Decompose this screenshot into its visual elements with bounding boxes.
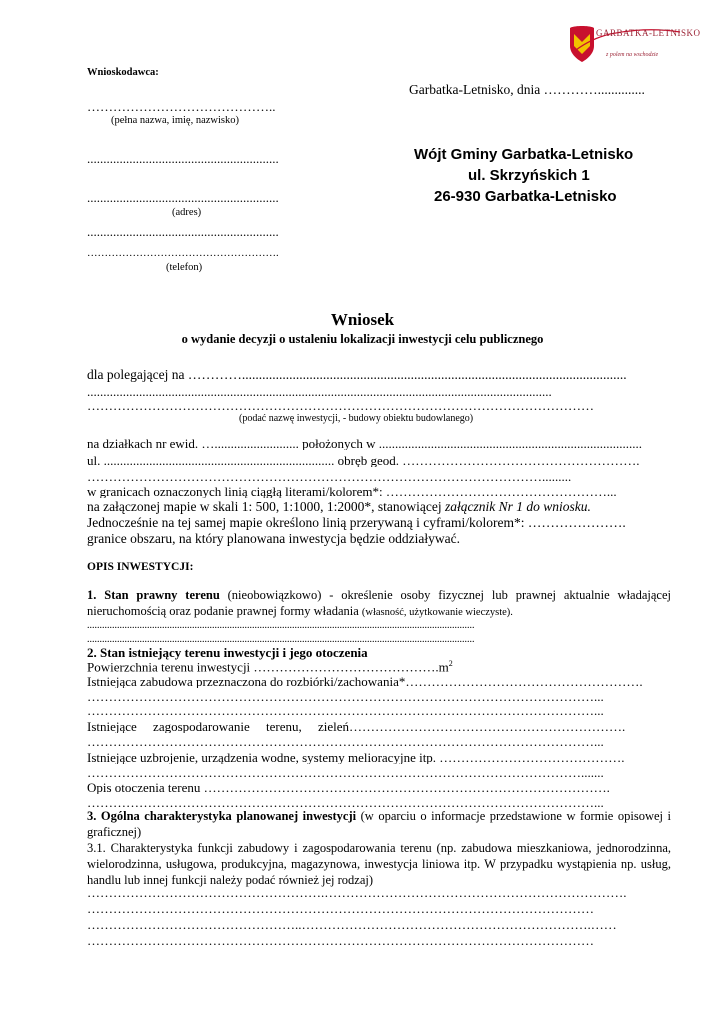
investment-purpose-field[interactable]: dla polegającej na ………….................................................................................................................. [87,367,627,382]
section-3-dots-4[interactable]: ……………………………………………………………………………………………………… [87,934,594,947]
section-3-dots-1[interactable]: ……………………………………………….……………………………………………………………. [87,886,627,899]
section-1-body: (nieobowiązkowo) - określenie osoby fizycznej lub prawnej aktualnie władającej nieruchomością oraz podanie prawnej formy władania [87,588,671,618]
section-2-dots-2[interactable]: ………………………………………………………………………………………………………... [87,704,604,717]
phone-hint: (telefon) [166,262,203,273]
address-field-2[interactable]: ........................................................... [87,190,279,205]
document-subtitle: o wydanie decyzji o ustaleniu lokalizacji inwestycji celu publicznego [181,332,544,346]
section-2-dots-5[interactable]: ………………………………………………………………………………………………………... [87,796,604,809]
investment-dots-2[interactable]: ……………………………………………………………………………………………………… [87,399,594,412]
phone-field[interactable]: ………………………………………………. [87,248,279,259]
document-title: Wniosek [330,310,395,329]
applicant-label: Wnioskodawca: [87,67,159,78]
section-2-surroundings-field[interactable]: Opis otoczenia terenu …………………………………………………………………………………. [87,781,610,794]
investment-dots-1[interactable]: ............................................................................................................................................... [87,385,552,398]
section-2-infra-field[interactable]: Istniejące uzbrojenie, urządzenia wodne, systemy melioracyjne itp. ……………………………………. [87,751,625,764]
section-2-dots-1[interactable]: ………………………………………………………………………………………………………... [87,690,604,703]
recipient-line-2: ul. Skrzyńskich 1 [468,167,590,184]
section-3-dots-2[interactable]: ……………………………………………………………………………………………………… [87,902,594,915]
address-field-3[interactable]: ........................................................... [87,224,279,239]
section-2-title: 2. Stan istniejący terenu inwestycji i jego otoczenia [87,645,368,660]
section-3-1-text: 3.1. Charakterystyka funkcji zabudowy i zagospodarowania terenu (np. zabudowa mieszkaniowa, jednorodzinna, wielorodzinna, usługowa, produkcyjna, magazynowa, inwestycja liniowa itp. W przypadku wystąpienia np. usług, handlu lub innej funkcji należy podać również jej rodzaj) [87,841,671,887]
map-scale-text: na załączonej mapie w skali 1: 500, 1:1000, 1:2000*, stanowiącej [87,499,446,514]
logo-text: GARBATKA-LETNISKO [596,28,701,38]
section-2-land-field[interactable]: Istniejące zagospodarowanie terenu, zieleń………………………………………………………. [87,720,626,733]
street-field[interactable]: ul. ....................................................................... obręb geod. ………………………………………………. [87,454,640,467]
plots-field[interactable]: na działkach nr ewid. ….......................... położonych w ................................................................................. [87,437,642,450]
section-2-demolition-field[interactable]: Istniejąca zabudowa przeznaczona do rozbiórki/zachowania*………………………………………………. [87,675,643,688]
recipient-line-3: 26-930 Garbatka-Letnisko [434,188,617,205]
investment-hint: (podać nazwę inwestycji, - budowy obiektu budowlanego) [239,413,474,424]
area-text: Powierzchnia terenu inwestycji …………………………………….m [87,659,449,675]
impact-area-text: granice obszaru, na który planowana inwestycja będzie oddziaływać. [87,531,460,546]
plots-dots[interactable]: ……………………………………………………………………………………………......... [87,470,572,483]
map-scale-line [87,499,591,515]
attachment-ref: załącznik Nr 1 do wniosku. [445,499,591,514]
dashed-line-text[interactable]: Jednocześnie na tej samej mapie określono linią przerywaną i cyframi/kolorem*: …………………. [87,515,626,530]
section-2-area-field[interactable] [87,659,453,675]
section-1-hint: (własność, użytkowanie wieczyste). [361,607,513,618]
address-hint: (adres) [172,207,202,218]
section-1-text [87,587,671,621]
section-3-dots-3[interactable]: …………………………………………..………………………………………………………….…… [87,918,617,931]
name-hint: (pełna nazwa, imię, nazwisko) [111,115,239,126]
recipient-line-1: Wójt Gminy Garbatka-Letnisko [414,146,634,163]
section-3-title: 3. Ogólna charakterystyka planowanej inwestycji [87,809,357,823]
section-3-body: (w oparciu o informacje przedstawione w formie opisowej i graficznej) [87,809,671,839]
section-1-dots-1[interactable]: ........................................................................................................................................................... [87,620,475,631]
section-1-title: 1. Stan prawny terenu [87,588,220,602]
opis-heading: OPIS INWESTYCJI: [87,561,194,573]
address-field-1[interactable]: ........................................................... [87,151,279,166]
section-2-dots-4[interactable]: ……………………………………………………………………………………………………....... [87,766,604,779]
borders-field[interactable]: w granicach oznaczonych linią ciągłą literami/kolorem*: ……………………………………………... [87,485,617,498]
applicant-name-field[interactable]: …………………………………….. [87,99,276,114]
section-1-dots-2[interactable]: ........................................................................................................................................................... [87,634,475,645]
gmina-logo [560,22,701,68]
place-date: Garbatka-Letnisko, dnia ………….............. [409,82,645,97]
section-3-text [87,808,671,840]
logo-tagline: z polem na wschodzie [606,52,659,58]
section-2-dots-3[interactable]: ………………………………………………………………………………………………………... [87,735,604,748]
area-unit-sup: 2 [448,659,453,668]
